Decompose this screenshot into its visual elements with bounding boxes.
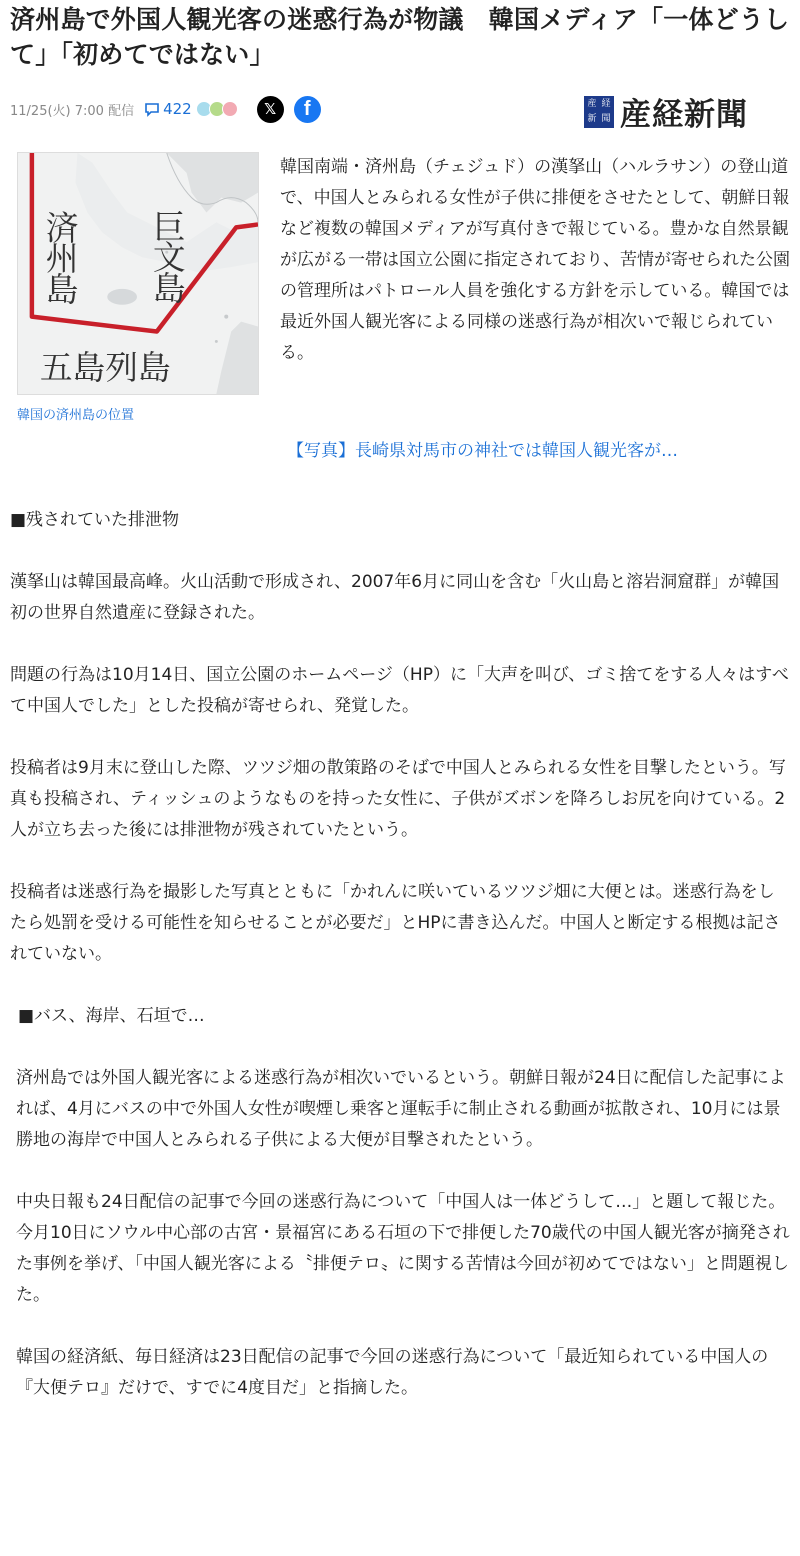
- x-share-icon[interactable]: 𝕏: [257, 96, 284, 123]
- publisher-logo[interactable]: [584, 89, 748, 134]
- reaction-face-icon: [222, 101, 238, 117]
- comment-count: 422: [163, 100, 192, 118]
- publisher-mark-char: 経: [601, 99, 611, 109]
- paragraph: 中央日報も24日配信の記事で今回の迷惑行為について「中国人は一体どうして…」と題して報じた。今月10日にソウル中心部の古宮・景福宮にある石垣の下で排便した70歳代の中国人観光客が摘発された事例を挙げ、「中国人観光客による〝排便テロ〟に関する苦情は今回が初めてではない」と問題視した。: [16, 1192, 790, 1305]
- paragraph: 済州島では外国人観光客による迷惑行為が相次いでいるという。朝鮮日報が24日に配信した記事によれば、4月にバスの中で外国人女性が喫煙し乗客と運転手に制止される動画が拡散され、10月には景勝地の海岸で中国人とみられる子供による大便が目撃されたという。: [16, 1068, 786, 1150]
- related-photo-link[interactable]: 【写真】長崎県対馬市の神社では韓国人観光客が…: [287, 441, 678, 461]
- publish-datetime: 11/25(火) 7:00 配信: [10, 103, 135, 119]
- paragraph: 問題の行為は10月14日、国立公園のホームページ（HP）に「大声を叫び、ゴミ捨てをする人々はすべて中国人でした」とした投稿が寄せられ、発覚した。: [10, 665, 789, 716]
- publisher-mark-char: 産: [587, 99, 597, 109]
- paragraph: 漢拏山は韓国最高峰。火山活動で形成され、2007年6月に同山を含む「火山島と溶岩洞窟群」が韓国初の世界自然遺産に登録された。: [10, 572, 780, 623]
- publisher-name: 産経新聞: [620, 97, 748, 133]
- section-heading: ■バス、海岸、石垣で…: [18, 1006, 205, 1026]
- article-body: [10, 505, 790, 1404]
- map-label-goto: 五島列島: [39, 349, 171, 388]
- publisher-mark-char: 聞: [601, 114, 611, 124]
- paragraph: 投稿者は迷惑行為を撮影した写真とともに「かれんに咲いているツツジ畑に大便とは。迷惑行為をしたら処罰を受ける可能性を知らせることが必要だ」とHPに書き込んだ。中国人と断定する根拠は記されていない。: [10, 882, 781, 964]
- facebook-share-icon[interactable]: f: [294, 96, 321, 123]
- publisher-mark-char: 新: [587, 114, 597, 124]
- comments-link[interactable]: [144, 100, 192, 118]
- paragraph: 投稿者は9月末に登山した際、ツツジ畑の散策路のそばで中国人とみられる女性を目撃したという。写真も投稿され、ティッシュのようなものを持った女性に、子供がズボンを降ろしお尻を向けている。2人が立ち去った後には排泄物が残されていたという。: [10, 758, 786, 840]
- reaction-faces-icon[interactable]: [196, 101, 235, 117]
- article-map-image[interactable]: [17, 152, 259, 395]
- article-title: 済州島で外国人観光客の迷惑行為が物議 韓国メディア「一体どうして」「初めてではない」: [10, 5, 790, 69]
- section-heading: ■残されていた排泄物: [10, 510, 180, 530]
- article-meta: [10, 94, 321, 124]
- publisher-mark-icon: [584, 96, 614, 128]
- article-lead: 韓国南端・済州島（チェジュド）の漢拏山（ハルラサン）の登山道で、中国人とみられる女性が子供に排便をさせたとして、朝鮮日報など複数の韓国メディアが写真付きで報じている。豊かな自然景観が広がる一帯は国立公園に指定されており、苦情が寄せられた公園の管理所はパトロール人員を強化する方針を示している。韓国では最近外国人観光客による同様の迷惑行為が相次いで報じられている。: [280, 157, 790, 363]
- map-label-jeju: 済州島: [40, 210, 79, 303]
- paragraph: 韓国の経済紙、毎日経済は23日配信の記事で今回の迷惑行為について「最近知られている中国人の『大便テロ』だけで、すでに4度目だ」と指摘した。: [16, 1347, 769, 1398]
- map-label-geomundo: 巨文島: [147, 209, 186, 302]
- comment-icon: [144, 102, 160, 117]
- image-caption[interactable]: 韓国の済州島の位置: [17, 408, 135, 423]
